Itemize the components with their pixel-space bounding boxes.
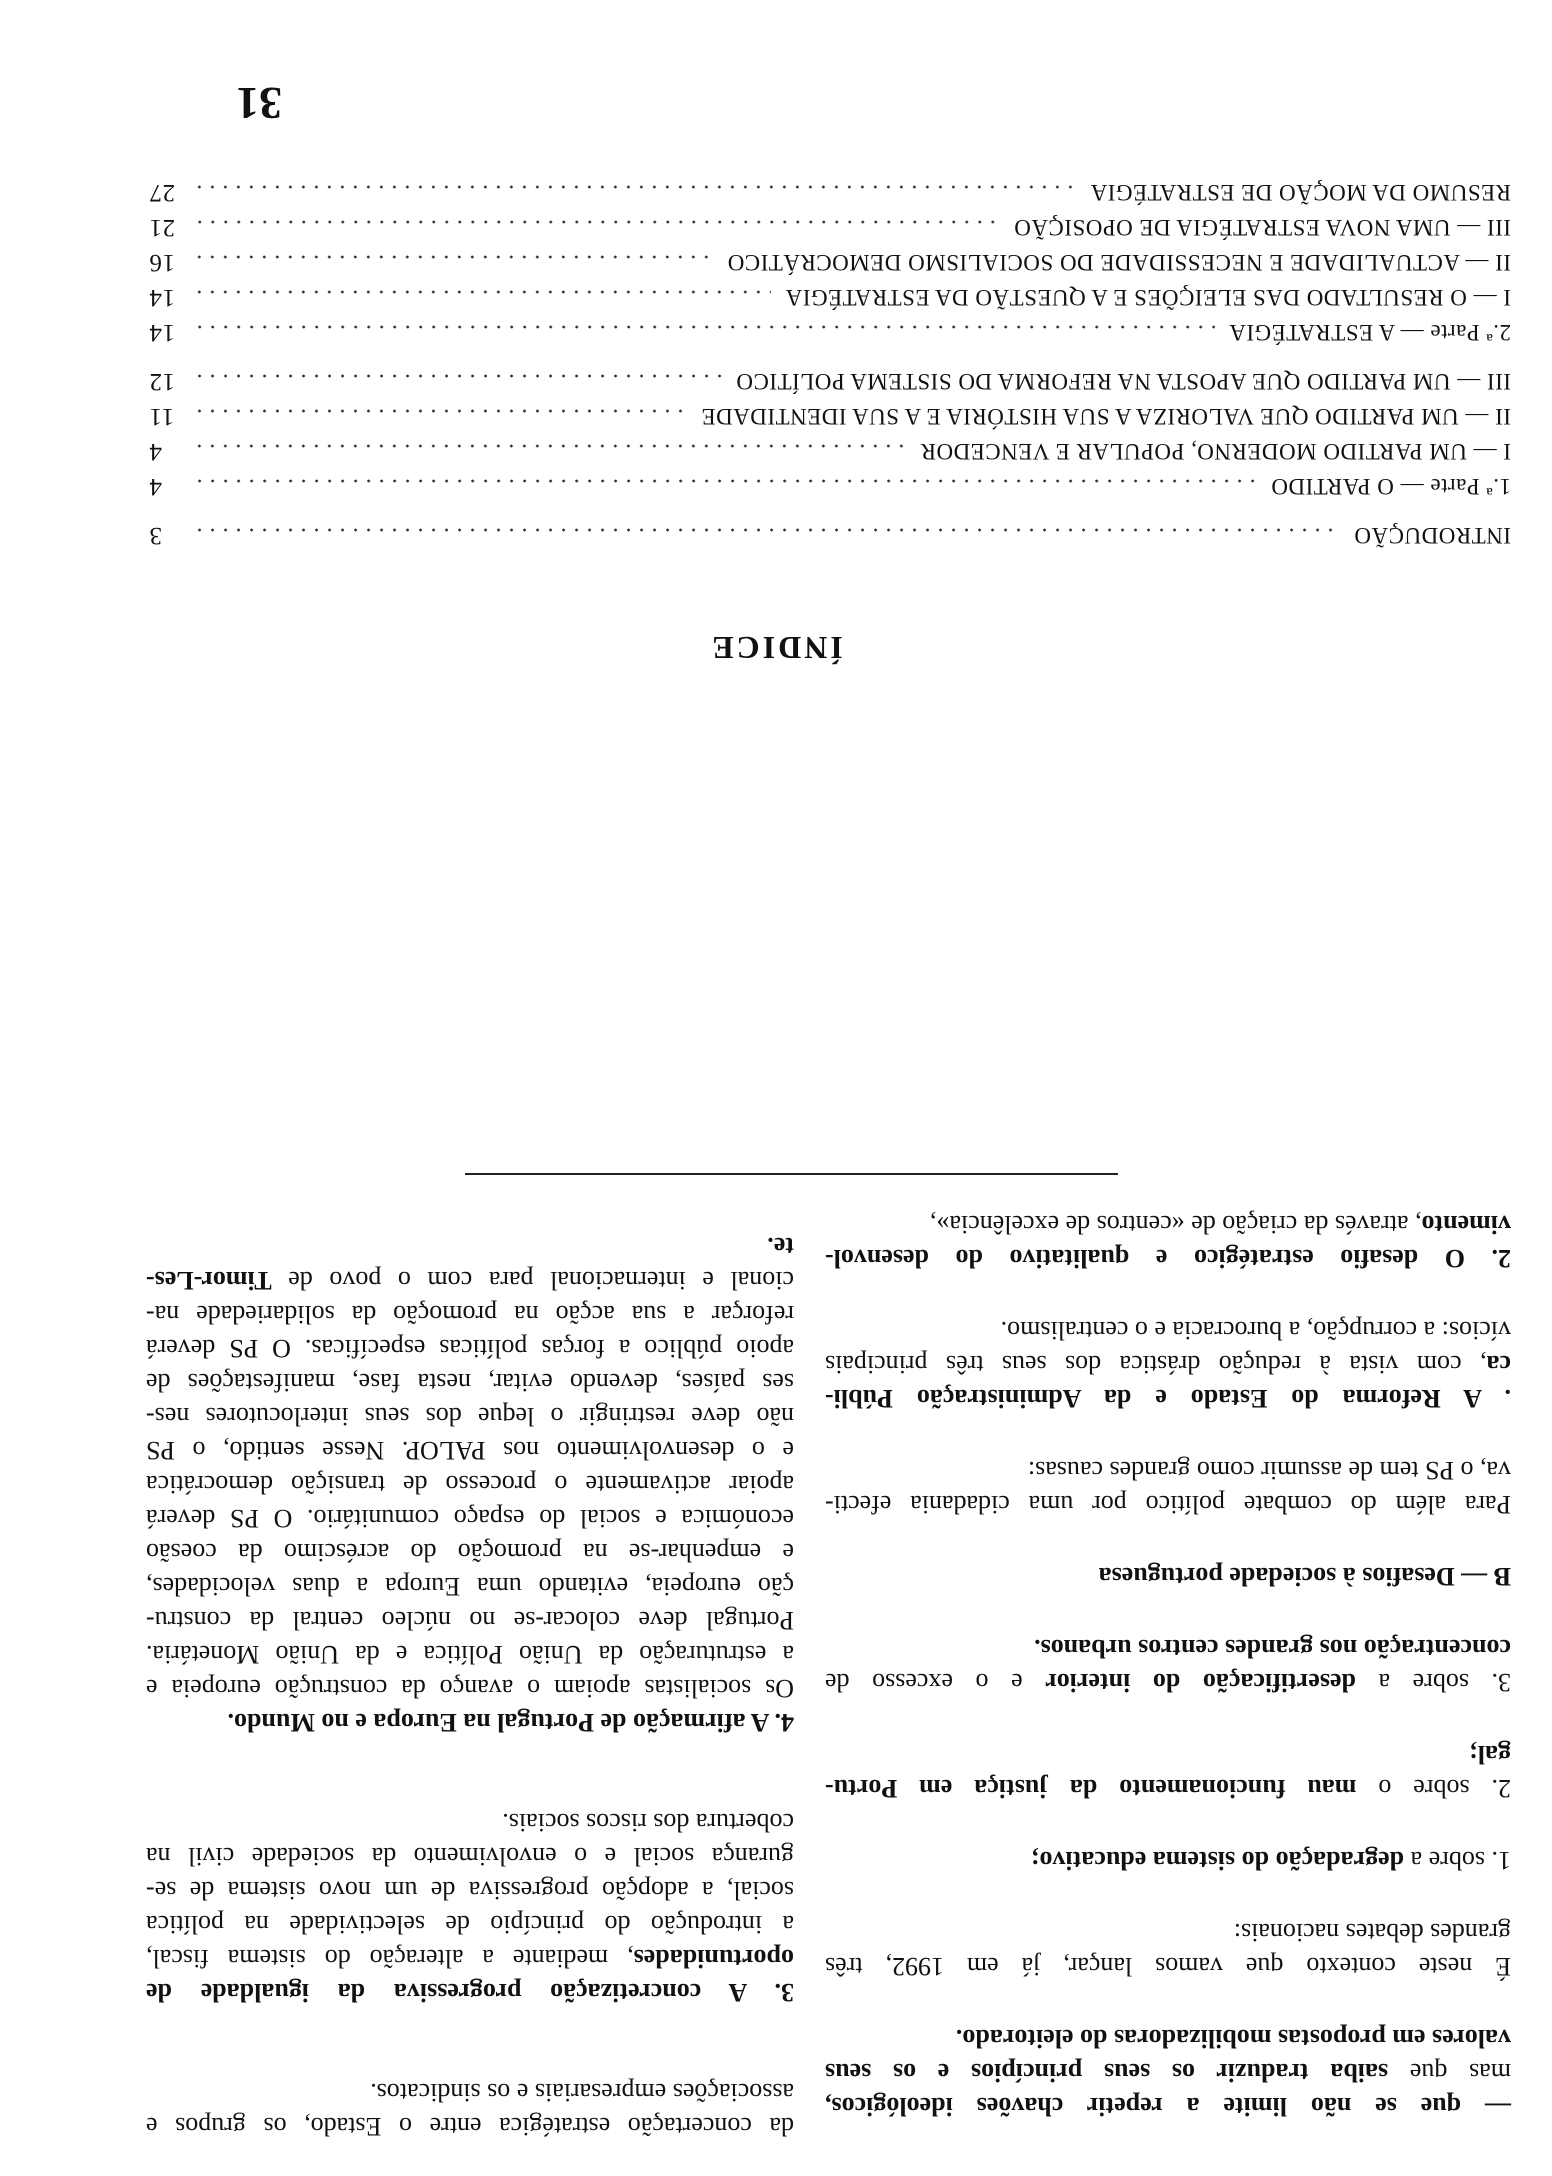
body-text: Portugal deve colocar-se no núcleo central da constru- [146,1606,794,1635]
paragraph [825,1737,1511,1805]
index-entry [149,175,1511,210]
body-text: apoiar activamente o processo de transição democrática [146,1470,794,1499]
body-text: É neste contexto que vamos lançar, já em 1992, três [825,1952,1511,1981]
text-line [146,1467,794,1501]
index-entry-page: 4 [149,438,162,465]
body-text: , mediante a alteração do sistema fiscal, [146,1944,634,1973]
text-line [146,2109,794,2143]
text-line [146,1603,794,1637]
body-text: associações empresariais e os sindicatos. [370,2078,794,2107]
paragraph [146,1805,794,2009]
text-line [146,1263,794,1297]
bold-text: . A Reforma do Estado e da Administração Públi- [825,1384,1511,1413]
text-line [146,1873,794,1907]
bold-text: gal; [1469,1740,1511,1769]
index-entry [149,434,1511,469]
body-text: não deve restringir o leque dos seus interlocutores nes- [146,1402,794,1431]
index-entry [149,280,1511,315]
bold-text: 2. O desafio estratégico e qualitativo do desenvol- [825,1244,1511,1273]
text-line [825,1453,1511,1487]
index-entry-label: II — ACTUALIDADE E NECESSIDADE DO SOCIALISMO DEMOCRÁTICO [727,250,1511,275]
dot-leader [193,325,1215,331]
body-text: grandes debates nacionais: [1233,1918,1511,1947]
text-line [825,2021,1511,2055]
paragraph [146,2075,794,2143]
dot-leader [193,479,1257,485]
bold-text: 3. A concretização progressiva da igualdade de [146,1978,794,2007]
text-line [825,1665,1511,1699]
bold-text: Timor-Les- [146,1266,272,1295]
page-number: 31 [236,78,282,129]
text-line [825,1487,1511,1521]
paragraph [825,1453,1511,1521]
body-text: Para além do combate político por uma cidadania efecti- [825,1490,1511,1519]
body-text: Os socialistas apoiam o avanço da construção europeia e [146,1674,794,1703]
text-line [146,1705,794,1739]
paragraph [825,1207,1511,1275]
bold-text: B — Desafios à sociedade portuguesa [1098,1562,1511,1591]
paragraph [825,1313,1511,1415]
text-line [825,1313,1511,1347]
body-text: e o desenvolvimento nos PALOP. Nesse sentido, o PS [146,1436,794,1465]
body-text: económica e social do espaço comunitário. O PS deverá [146,1504,794,1533]
dot-leader [193,255,713,261]
body-text: da concertação estratégica entre o Estado, os grupos e [146,2112,794,2141]
body-text: , através da criação de «centros de excelência», [929,1210,1422,1239]
text-line [146,1671,794,1705]
index-entry-label: III — UMA NOVA ESTRATÉGIA DE OPOSIÇÃO [1013,215,1511,240]
index-entry-page: 3 [149,522,162,549]
body-text: ses países, devendo evitar, nesta fase, manifestações de [146,1368,794,1397]
body-text: a introdução do princípio de selectividade na política [146,1910,794,1939]
text-line [825,2089,1511,2123]
body-text: va, o PS tem de assumir como grandes causas: [1027,1456,1511,1485]
body-text: 3. sobre a [1355,1668,1511,1697]
dot-leader [193,528,1340,534]
body-text: mas que [1388,2058,1511,2087]
index-entry-page: 27 [149,179,175,206]
body-text: e o excesso de [824,1668,1046,1697]
index-entry [149,518,1511,553]
text-line [825,1949,1511,1983]
text-line [825,1771,1511,1805]
index-entry-page: 21 [149,214,175,241]
body-text: , com vista à redução drástica dos seus três principais [825,1350,1487,1379]
paragraph [146,1705,794,1739]
text-line [146,1433,794,1467]
index-entry-label: 2.ª Parte — A ESTRATÉGIA [1228,320,1511,345]
index-entry [149,315,1511,350]
text-line [146,1399,794,1433]
text-line [146,1535,794,1569]
text-line [146,1229,794,1263]
index-entry-page: 14 [149,284,175,311]
text-line [146,1975,794,2009]
paragraph [825,1631,1511,1699]
body-text: cobertura dos riscos sociais. [502,1808,794,1837]
bold-text: mau funcionamento da justiça em Portu- [825,1774,1357,1803]
text-line [146,2075,794,2109]
paragraph [146,1229,794,1705]
paragraph [825,1843,1511,1877]
text-line [825,1241,1511,1275]
index-entry [149,399,1511,434]
dot-leader [193,185,1076,191]
body-text: 1. sobre a [1404,1846,1511,1875]
text-line [146,1331,794,1365]
text-line [825,1381,1511,1415]
index-entry-label: 1.ª Parte — O PARTIDO [1270,474,1511,499]
body-text: ção europeia, evitando uma Europa a duas velocidades, [146,1572,794,1601]
body-text: social, a adopção progressiva de um novo sistema de se- [146,1876,794,1905]
paragraph [825,1559,1511,1593]
text-line [146,1297,794,1331]
index-entry [149,364,1511,399]
bold-text: oportunidades [633,1944,794,1973]
body-text: gurança social e o envolvimento da sociedade civil na [146,1842,794,1871]
index-title: ÍNDICE [709,630,843,666]
paragraph [825,2021,1511,2123]
bold-text: degradação do sistema educativo; [1030,1846,1405,1875]
table-of-contents [149,175,1511,553]
text-line [146,1805,794,1839]
index-entry-page: 12 [149,368,175,395]
index-entry-page: 14 [149,319,175,346]
dot-leader [193,220,1000,226]
index-entry-label: II — UM PARTIDO QUE VALORIZA A SUA HISTÓRIA E A SUA IDENTIDADE [701,404,1511,429]
bold-text: concentração nos grandes centros urbanos. [1034,1634,1511,1663]
body-text: apoio público a forças políticas específicas. O PS deverá [146,1334,794,1363]
text-line [146,1941,794,1975]
text-line [825,1207,1511,1241]
index-entry-page: 16 [149,249,175,276]
dot-leader [193,409,687,415]
index-entry-page: 11 [149,403,175,430]
body-text: vícios: a corrupção, a burocracia e o centralismo. [1000,1316,1511,1345]
section-divider [465,1173,1118,1175]
text-line [146,1569,794,1603]
index-entry-label: INTRODUÇÃO [1353,523,1511,548]
text-line [146,1637,794,1671]
body-text: reforçar a sua acção na promoção da solidariedade na- [146,1300,794,1329]
dot-leader [193,290,771,296]
bold-text: valores em propostas mobilizadoras do eleitorado. [955,2024,1511,2053]
text-line [146,1365,794,1399]
text-line [825,1347,1511,1381]
text-line [825,1559,1511,1593]
text-line [825,1843,1511,1877]
dot-leader [193,374,722,380]
bold-text: saiba traduzir os seus princípios e os seus [825,2058,1389,2087]
index-entry-label: I — O RESULTADO DAS ELEIÇÕES E A QUESTÃO DA ESTRATÉGIA [785,285,1511,310]
text-line [146,1839,794,1873]
text-line [825,1631,1511,1665]
body-text: 2. sobre o [1356,1774,1511,1803]
body-text: a estruturação da União Política e da União Monetária. [146,1640,794,1669]
bold-text: ca [1486,1350,1511,1379]
body-text: cional e internacional para com o povo de [271,1266,794,1295]
bold-text: vimento [1421,1210,1511,1239]
index-entry-label: I — UM PARTIDO MODERNO, POPULAR E VENCEDOR [920,439,1511,464]
text-line [825,2055,1511,2089]
text-line [146,1501,794,1535]
text-line [146,1907,794,1941]
bold-text: — que se não limite a repetir chavões ideológicos, [825,2092,1511,2121]
index-entry [149,469,1511,504]
index-entry-label: RESUMO DA MOÇÃO DE ESTRATÉGIA [1090,180,1511,205]
paragraph [825,1915,1511,1983]
index-entry [149,245,1511,280]
text-line [825,1915,1511,1949]
dot-leader [193,444,906,450]
index-entry [149,210,1511,245]
bold-text: desertificação do interior [1045,1668,1356,1697]
index-entry-label: III — UM PARTIDO QUE APOSTA NA REFORMA DO SISTEMA POLÍTICO [735,369,1511,394]
bold-text: te. [767,1232,794,1261]
text-line [825,1737,1511,1771]
index-entry-page: 4 [149,473,162,500]
body-text: e empenhar-se na promoção do acréscimo da coesão [146,1538,794,1567]
bold-text: 4. A afirmação de Portugal na Europa e no Mundo. [227,1708,794,1737]
